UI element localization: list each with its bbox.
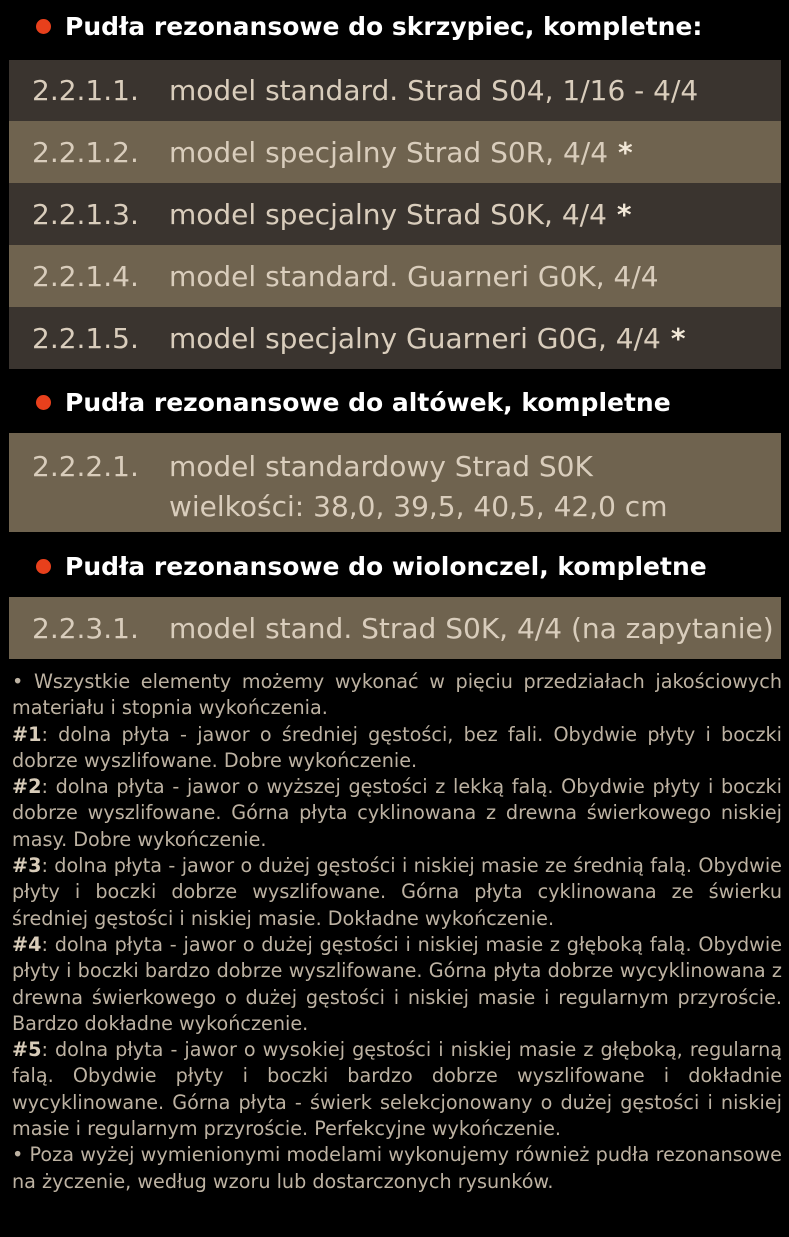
bullet-dot-icon [36,559,51,574]
grade-text: : dolna płyta - jawor o średniej gęstości, bez fali. Obydwie płyty i boczki dobrze wyszlifowane. Dobre wykończenie. [12,722,782,772]
grade-item [12,853,782,932]
grade-item [12,774,782,853]
list-item [9,245,781,307]
bullet-dot-icon [36,19,51,34]
item-code: 2.2.1.2. [32,135,139,169]
heading-text: Pudła rezonansowe do wiolonczel, kompletne [65,551,707,581]
grade-label: #4 [12,932,42,956]
list-item [9,433,781,532]
list-item [9,597,781,659]
section-heading-violins [0,2,789,50]
grade-text: : dolna płyta - jawor o wysokiej gęstości i niskiej masie z głęboką, regularną falą. Obydwie płyty i boczki bardzo dobrze wyszlifowane i dokładnie wycyklinowane. Górna płyta - świerk selekcjonowany o dużej gęstości i niskiej masie i regularnym przyroście. Perfekcyjne wykończenie. [12,1038,782,1141]
list-item [9,183,781,245]
item-text: model specjalny Guarneri G0G, 4/4 [169,321,661,355]
asterisk-marker: * [670,321,686,355]
item-code: 2.2.1.5. [32,321,139,355]
item-code: 2.2.1.3. [32,197,139,231]
grade-text: : dolna płyta - jawor o dużej gęstości i niskiej masie z głęboką falą. Obydwie płyty i boczki bardzo dobrze wyszlifowane. Górna płyta dobrze wycyklinowana z drewna świerkowego o dużej gęstości i niskiej masie i regularnym przyroście. Bardzo dokładne wykończenie. [12,932,782,1035]
item-text: model specjalny Strad S0R, 4/4 [169,135,609,169]
notes-intro: • Wszystkie elementy możemy wykonać w pięciu przedziałach jakościowych materiału i stopnia wykończenia. [12,670,782,720]
item-text: model standardowy Strad S0K [169,450,593,483]
item-text: model stand. Strad S0K, 4/4 (na zapytanie) [169,611,774,645]
item-text: model specjalny Strad S0K, 4/4 [169,197,607,231]
grade-label: #2 [12,775,42,799]
grade-text: : dolna płyta - jawor o wyższej gęstości z lekką falą. Obydwie płyty i boczki dobrze wyszlifowane. Górna płyta cyklinowana z drewna świerkowego niskiej masy. Dobre wykończenie. [12,775,782,851]
heading-text: Pudła rezonansowe do altówek, kompletne [65,387,671,417]
bullet-dot-icon [36,395,51,410]
list-item [9,60,781,121]
grade-text: : dolna płyta - jawor o dużej gęstości i niskiej masie ze średnią falą. Obydwie płyty i boczki dobrze wyszlifowane. Górna płyta cyklinowana ze świerku średniej gęstości i niskiej masie. Dokładne wykończenie. [12,854,782,930]
item-code: 2.2.1.4. [32,259,139,293]
grade-label: #5 [12,1038,42,1062]
grade-item [12,932,782,1037]
notes-outro: • Poza wyżej wymienionymi modelami wykonujemy również pudła rezonansowe na życzenie, według wzoru lub dostarczonych rysunków. [12,1143,782,1193]
item-text: model standard. Strad S04, 1/16 - 4/4 [169,74,699,107]
asterisk-marker: * [616,197,632,231]
section-heading-cellos [0,542,789,590]
item-code: 2.2.3.1. [32,611,139,645]
heading-text: Pudła rezonansowe do skrzypiec, kompletne: [65,11,703,41]
list-item [9,307,781,369]
item-text: model standard. Guarneri G0K, 4/4 [169,259,659,293]
grade-item [12,722,782,775]
list-item [9,121,781,183]
grade-label: #3 [12,854,42,878]
item-sizes: wielkości: 38,0, 39,5, 40,5, 42,0 cm [169,490,668,523]
section-heading-violas [0,378,789,426]
notes-block [12,669,782,1195]
grade-label: #1 [12,722,42,746]
item-code: 2.2.2.1. [32,450,139,483]
asterisk-marker: * [618,135,633,169]
grade-item [12,1037,782,1142]
item-code: 2.2.1.1. [32,74,139,107]
